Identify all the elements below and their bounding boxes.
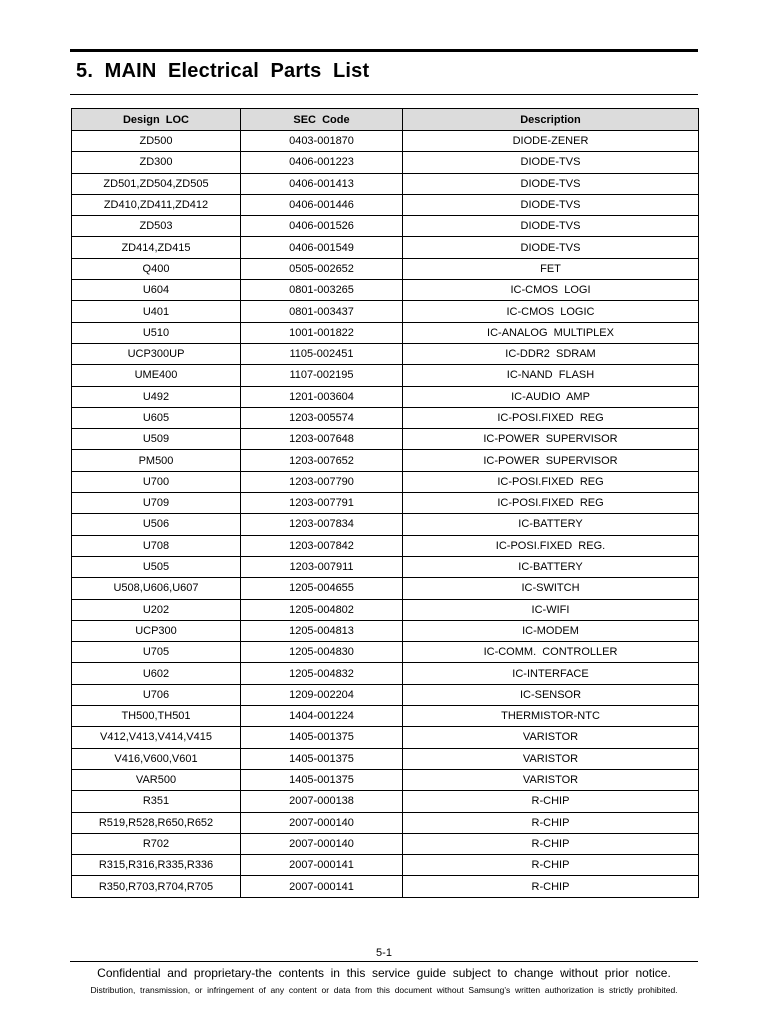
title-rule [70,94,698,95]
design-loc-cell: TH500,TH501 [72,706,241,727]
top-rule [70,49,698,52]
design-loc-cell: UCP300UP [72,343,241,364]
sec-code-cell: 0406-001413 [241,173,403,194]
table-row [72,194,699,215]
sec-code-cell: 1405-001375 [241,727,403,748]
table-row [72,599,699,620]
table-row [72,131,699,152]
table-row [72,471,699,492]
sec-code-cell: 1203-005574 [241,407,403,428]
column-header-sec-code: SEC Code [241,109,403,131]
description-cell: IC-CMOS LOGI [403,280,699,301]
page-number: 5-1 [376,947,392,959]
table-row [72,642,699,663]
sec-code-cell: 1203-007648 [241,429,403,450]
design-loc-cell: U492 [72,386,241,407]
description-cell: IC-NAND FLASH [403,365,699,386]
description-cell: IC-AUDIO AMP [403,386,699,407]
table-row [72,833,699,854]
table-header-row [72,109,699,131]
design-loc-cell: U708 [72,535,241,556]
table-row [72,876,699,897]
sec-code-cell: 2007-000141 [241,876,403,897]
sec-code-cell: 1203-007834 [241,514,403,535]
design-loc-cell: Q400 [72,258,241,279]
table-row [72,237,699,258]
table-row [72,343,699,364]
sec-code-cell: 1203-007842 [241,535,403,556]
design-loc-cell: U508,U606,U607 [72,578,241,599]
description-cell: DIODE-TVS [403,173,699,194]
description-cell: THERMISTOR-NTC [403,706,699,727]
table-row [72,727,699,748]
table-row [72,812,699,833]
design-loc-cell: R315,R316,R335,R336 [72,855,241,876]
table-row [72,706,699,727]
confidential-notice: Confidential and proprietary-the contents in this service guide subject to change without prior notice. [97,966,671,980]
design-loc-cell: ZD500 [72,131,241,152]
sec-code-cell: 1107-002195 [241,365,403,386]
design-loc-cell: R702 [72,833,241,854]
design-loc-cell: V416,V600,V601 [72,748,241,769]
description-cell: R-CHIP [403,855,699,876]
table-row [72,556,699,577]
description-cell: IC-INTERFACE [403,663,699,684]
parts-table [71,108,699,898]
design-loc-cell: U602 [72,663,241,684]
description-cell: R-CHIP [403,876,699,897]
page-title: 5. MAIN Electrical Parts List [76,60,370,82]
footer-rule [70,961,698,962]
description-cell: IC-POSI.FIXED REG [403,471,699,492]
design-loc-cell: U202 [72,599,241,620]
table-row [72,258,699,279]
sec-code-cell: 0801-003265 [241,280,403,301]
sec-code-cell: 0406-001549 [241,237,403,258]
table-row [72,173,699,194]
sec-code-cell: 1205-004832 [241,663,403,684]
sec-code-cell: 1203-007652 [241,450,403,471]
sec-code-cell: 1105-002451 [241,343,403,364]
table-row [72,514,699,535]
design-loc-cell: ZD414,ZD415 [72,237,241,258]
table-row [72,407,699,428]
sec-code-cell: 1203-007911 [241,556,403,577]
description-cell: IC-POSI.FIXED REG [403,493,699,514]
design-loc-cell: U706 [72,684,241,705]
design-loc-cell: U505 [72,556,241,577]
sec-code-cell: 1205-004655 [241,578,403,599]
description-cell: IC-WIFI [403,599,699,620]
table-row [72,386,699,407]
sec-code-cell: 1201-003604 [241,386,403,407]
distribution-notice: Distribution, transmission, or infringement of any content or data from this document without Samsung’s written authorization is strictly prohibited. [90,985,678,995]
description-cell: VARISTOR [403,748,699,769]
description-cell: R-CHIP [403,833,699,854]
sec-code-cell: 2007-000138 [241,791,403,812]
design-loc-cell: V412,V413,V414,V415 [72,727,241,748]
sec-code-cell: 0801-003437 [241,301,403,322]
design-loc-cell: U510 [72,322,241,343]
table-row [72,791,699,812]
description-cell: DIODE-ZENER [403,131,699,152]
sec-code-cell: 1203-007791 [241,493,403,514]
table-row [72,450,699,471]
sec-code-cell: 1205-004830 [241,642,403,663]
table-row [72,748,699,769]
table-row [72,301,699,322]
description-cell: IC-BATTERY [403,514,699,535]
sec-code-cell: 1001-001822 [241,322,403,343]
design-loc-cell: ZD501,ZD504,ZD505 [72,173,241,194]
table-row [72,663,699,684]
description-cell: FET [403,258,699,279]
description-cell: IC-COMM. CONTROLLER [403,642,699,663]
description-cell: IC-DDR2 SDRAM [403,343,699,364]
sec-code-cell: 1405-001375 [241,769,403,790]
description-cell: VARISTOR [403,769,699,790]
sec-code-cell: 0505-002652 [241,258,403,279]
description-cell: IC-POSI.FIXED REG. [403,535,699,556]
design-loc-cell: ZD503 [72,216,241,237]
sec-code-cell: 1205-004813 [241,620,403,641]
sec-code-cell: 0406-001526 [241,216,403,237]
table-row [72,365,699,386]
description-cell: DIODE-TVS [403,194,699,215]
description-cell: IC-CMOS LOGIC [403,301,699,322]
table-row [72,216,699,237]
design-loc-cell: U509 [72,429,241,450]
column-header-description: Description [403,109,699,131]
description-cell: IC-SENSOR [403,684,699,705]
description-cell: IC-ANALOG MULTIPLEX [403,322,699,343]
description-cell: IC-BATTERY [403,556,699,577]
design-loc-cell: U401 [72,301,241,322]
description-cell: DIODE-TVS [403,152,699,173]
design-loc-cell: R519,R528,R650,R652 [72,812,241,833]
sec-code-cell: 2007-000140 [241,833,403,854]
design-loc-cell: VAR500 [72,769,241,790]
design-loc-cell: PM500 [72,450,241,471]
design-loc-cell: ZD410,ZD411,ZD412 [72,194,241,215]
table-row [72,684,699,705]
design-loc-cell: R350,R703,R704,R705 [72,876,241,897]
design-loc-cell: U700 [72,471,241,492]
sec-code-cell: 0406-001446 [241,194,403,215]
description-cell: IC-POWER SUPERVISOR [403,429,699,450]
table-row [72,493,699,514]
design-loc-cell: U604 [72,280,241,301]
table-row [72,855,699,876]
description-cell: DIODE-TVS [403,216,699,237]
description-cell: IC-MODEM [403,620,699,641]
design-loc-cell: UME400 [72,365,241,386]
column-header-design-loc: Design LOC [72,109,241,131]
design-loc-cell: R351 [72,791,241,812]
table-row [72,429,699,450]
sec-code-cell: 1209-002204 [241,684,403,705]
design-loc-cell: U605 [72,407,241,428]
description-cell: VARISTOR [403,727,699,748]
design-loc-cell: ZD300 [72,152,241,173]
sec-code-cell: 1205-004802 [241,599,403,620]
design-loc-cell: U709 [72,493,241,514]
description-cell: R-CHIP [403,812,699,833]
table-row [72,769,699,790]
description-cell: IC-POWER SUPERVISOR [403,450,699,471]
table-row [72,322,699,343]
sec-code-cell: 0406-001223 [241,152,403,173]
sec-code-cell: 1405-001375 [241,748,403,769]
sec-code-cell: 1203-007790 [241,471,403,492]
table-row [72,578,699,599]
description-cell: DIODE-TVS [403,237,699,258]
description-cell: IC-POSI.FIXED REG [403,407,699,428]
design-loc-cell: U506 [72,514,241,535]
design-loc-cell: U705 [72,642,241,663]
sec-code-cell: 0403-001870 [241,131,403,152]
sec-code-cell: 1404-001224 [241,706,403,727]
sec-code-cell: 2007-000140 [241,812,403,833]
description-cell: R-CHIP [403,791,699,812]
table-row [72,620,699,641]
table-row [72,535,699,556]
design-loc-cell: UCP300 [72,620,241,641]
table-row [72,280,699,301]
sec-code-cell: 2007-000141 [241,855,403,876]
parts-table-body [72,131,699,898]
description-cell: IC-SWITCH [403,578,699,599]
table-row [72,152,699,173]
